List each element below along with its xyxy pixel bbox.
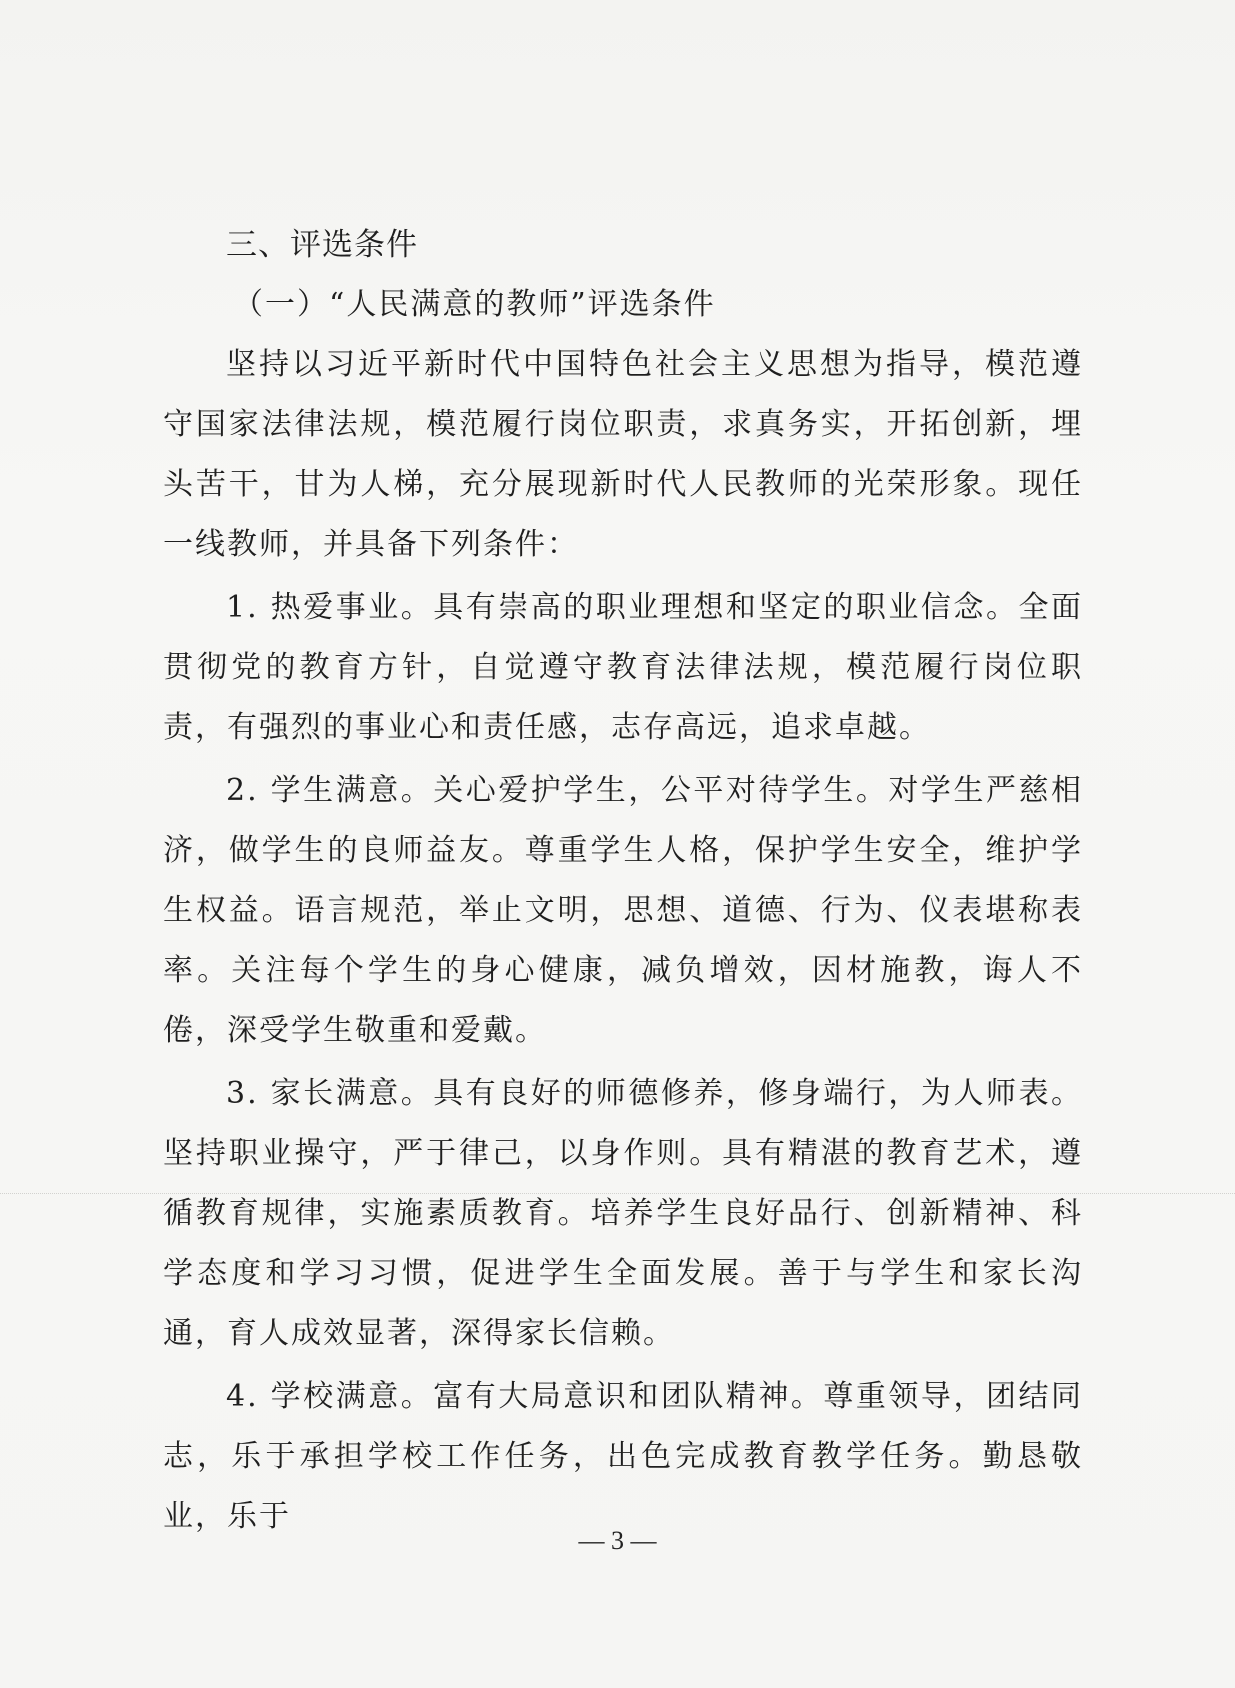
paragraph-condition-1: 1. 热爱事业。具有崇高的职业理想和坚定的职业信念。全面贯彻党的教育方针，自觉遵守教育法律法规，模范履行岗位职责，有强烈的事业心和责任感，志存高远，追求卓越。: [163, 590, 1083, 745]
sub-heading: （一）“人民满意的教师”评选条件: [233, 287, 716, 322]
paragraph-condition-2: 2. 学生满意。关心爱护学生，公平对待学生。对学生严慈相济，做学生的良师益友。尊重学生人格，保护学生安全，维护学生权益。语言规范，举止文明，思想、道德、行为、仪表堪称表率。关注每个学生的身心健康，减负增效，因材施教，诲人不倦，深受学生敬重和爱戴。: [163, 773, 1083, 1048]
section-heading: 三、评选条件: [226, 227, 418, 263]
document-body: [163, 215, 1083, 1547]
paragraph-condition-3: 3. 家长满意。具有良好的师德修养，修身端行，为人师表。坚持职业操守，严于律己，以身作则。具有精湛的教育艺术，遵循教育规律，实施素质教育。培养学生良好品行、创新精神、科学态度和学习习惯，促进学生全面发展。善于与学生和家长沟通，育人成效显著，深得家长信赖。: [163, 1076, 1083, 1351]
paragraph-intro: 坚持以习近平新时代中国特色社会主义思想为指导，模范遵守国家法律法规，模范履行岗位职责，求真务实，开拓创新，埋头苦干，甘为人梯，充分展现新时代人民教师的光荣形象。现任一线教师，并具备下列条件：: [163, 347, 1083, 562]
scan-artifact-line: [0, 1193, 1235, 1194]
page-number: — 3 —: [578, 1526, 657, 1555]
paragraph-condition-4: 4. 学校满意。富有大局意识和团队精神。尊重领导，团结同志，乐于承担学校工作任务，出色完成教育教学任务。勤恳敬业，乐于: [163, 1379, 1083, 1534]
